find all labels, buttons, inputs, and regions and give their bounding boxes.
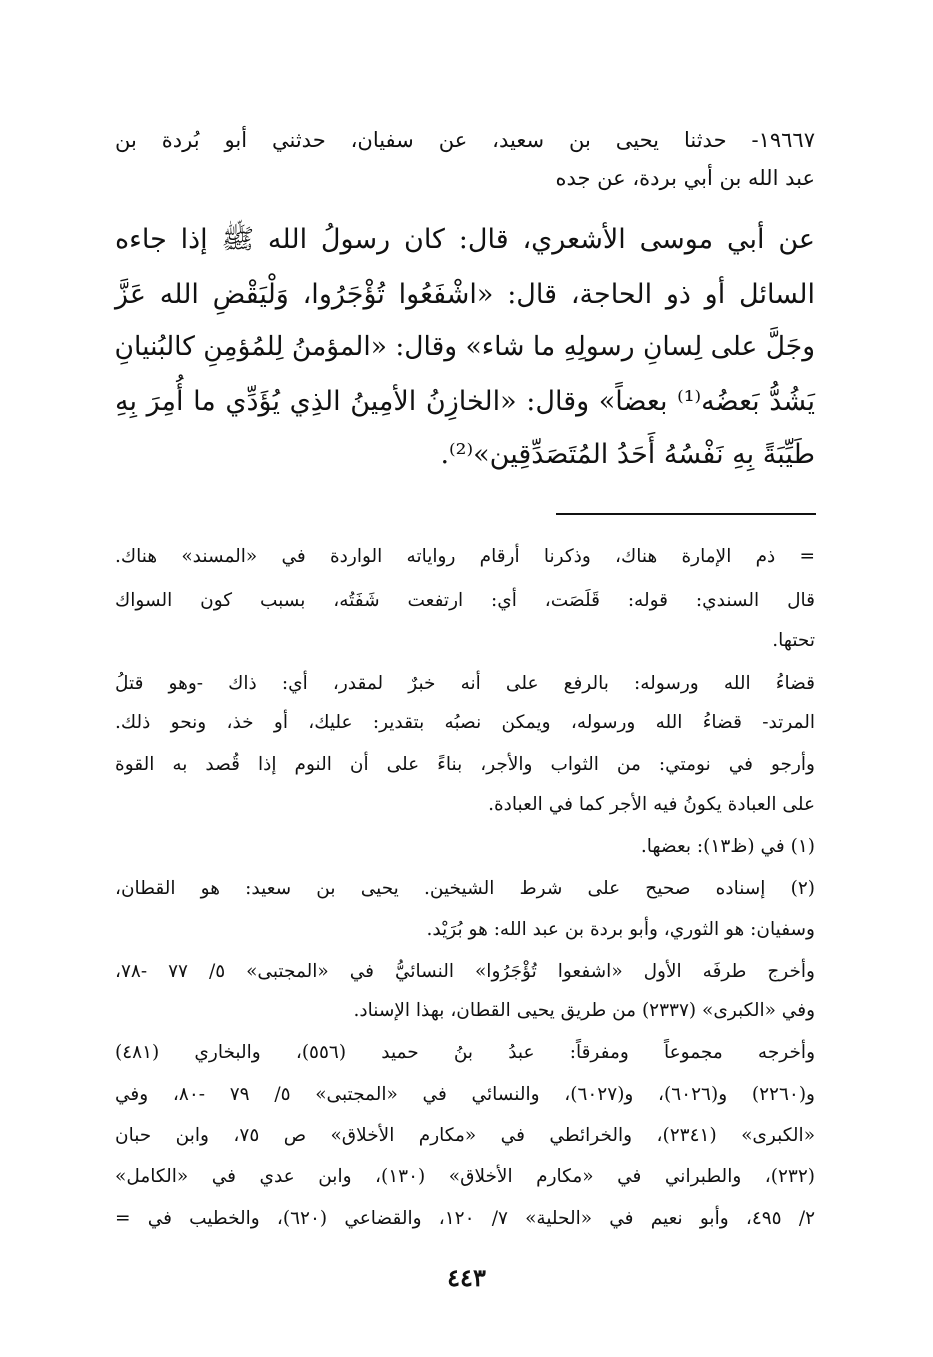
footnote-separator	[556, 513, 816, 515]
footnote-line: وأرجو في نومتي: من الثواب والأجر، بناءً على أن النوم إذا قُصد به القوة	[115, 754, 815, 775]
footnote-line: وسفيان: هو الثوري، وأبو بردة بن عبد الله: هو بُرَيْد.	[426, 919, 815, 940]
footnote-line: قضاءُ الله ورسوله: بالرفع على أنه خبرٌ لمقدر، أي: ذاك -وهو قتلُ	[115, 673, 815, 694]
footnote-line: وأخرج طرفَه الأول «اشفعوا تُؤْجَرُوا» النسائيُّ في «المجتبى» ٥/ ٧٧ -٧٨،	[115, 961, 815, 982]
hadith-matn-line: يَشُدُّ بَعضُه⁽¹⁾ بعضاً» وقال: «الخازِنُ الأمِينُ الذِي يُؤَدِّي ما أُمِرَ بِهِ	[115, 386, 815, 417]
footnote-line: وأخرجه مجموعاً ومفرقاً: عبدُ بنُ حميد (٥٥٦)، والبخاري (٤٨١)	[115, 1042, 815, 1063]
footnote-line: على العبادة يكونُ فيه الأجر كما في العبادة.	[488, 794, 815, 815]
page-number: ٤٤٣	[447, 1263, 486, 1292]
hadith-matn-line: وجَلَّ على لِسانِ رسولِهِ ما شاء» وقال: «المؤمنُ لِلمُؤمِنِ كالبُنيانِ	[114, 331, 815, 362]
footnote-line: قال السندي: قوله: قَلَصَت، أي: ارتفعت شَفَتُه، بسبب كون السواك	[115, 590, 815, 611]
hadith-isnad-line: ١٩٦٦٧- حدثنا يحيى بن سعيد، عن سفيان، حدثني أبو بُردة بن	[115, 128, 815, 152]
footnote-line: (١) في (ظ١٣): بعضها.	[640, 836, 815, 857]
hadith-matn-line: عن أبي موسى الأشعري، قال: كان رسولُ الله ﷺ إذا جاءه	[115, 224, 815, 255]
footnote-line: وفي «الكبرى» (٢٣٣٧) من طريق يحيى القطان، بهذا الإسناد.	[353, 1000, 815, 1021]
hadith-matn-line: طَيِّبَةً بِهِ نَفْسُهُ أَحَدُ المُتَصَدِّقِين»⁽²⁾.	[440, 439, 815, 470]
footnote-line: «الكبرى» (٢٣٤١)، والخرائطي في «مكارم الأخلاق» ص ٧٥، وابن حبان	[115, 1125, 816, 1146]
footnote-line: (٢٣٢)، والطبراني في «مكارم الأخلاق» (١٣٠)، وابن عدي في «الكامل»	[115, 1166, 816, 1187]
footnote-line: تحتها.	[772, 630, 815, 651]
footnote-line: = ذم الإمارة هناك، وذكرنا أرقام رواياته الواردة في «المسند» هناك.	[115, 546, 815, 567]
footnote-line: ٢/ ٤٩٥، وأبو نعيم في «الحلية» ٧/ ١٢٠، والقضاعي (٦٢٠)، والخطيب في =	[115, 1208, 815, 1229]
footnote-line: المرتد- قضاءُ الله ورسوله، ويمكن نصبُه بتقدير: عليك، أو خذ، ونحو ذلك.	[115, 712, 815, 733]
footnote-line: (٢) إسناده صحيح على شرط الشيخين. يحيى بن سعيد: هو القطان،	[115, 878, 815, 899]
hadith-matn-line: السائل أو ذو الحاجة، قال: «اشْفَعُوا تُؤْجَرُوا، وَلْيَقْضِ الله عَزَّ	[115, 279, 815, 310]
footnote-line: و(٢٢٦٠) و(٦٠٢٦)، و(٦٠٢٧)، والنسائي في «المجتبى» ٥/ ٧٩ -٨٠، وفي	[115, 1084, 815, 1105]
hadith-isnad-line: عبد الله بن أبي بردة، عن جده	[555, 166, 815, 190]
